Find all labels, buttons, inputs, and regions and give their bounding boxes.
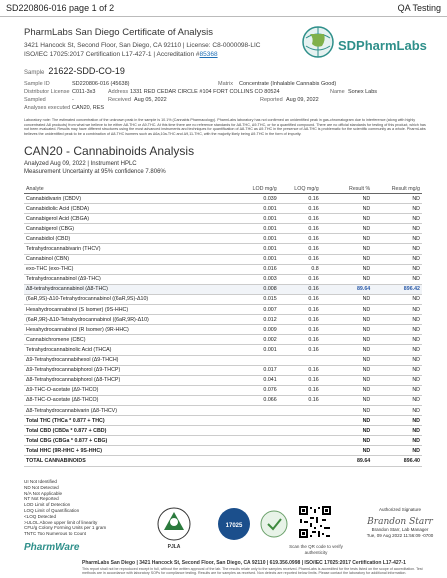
cell-lod: 0.076	[237, 385, 279, 395]
cell-result-mg: ND	[372, 315, 422, 325]
cell-result-mg: ND	[372, 294, 422, 304]
matrix-value: Concentrate (Inhalable Cannabis Good)	[239, 81, 337, 87]
cell-result-mg: ND	[372, 224, 422, 234]
cell-result-mg: ND	[372, 234, 422, 244]
table-row	[24, 355, 422, 365]
table-row	[24, 315, 422, 325]
cell-lod: 0.001	[237, 234, 279, 244]
cell-result-mg: ND	[372, 395, 422, 405]
cell-analyte: (6aR,9S)-Δ10-Tetrahydrocannabinol ((6aR,9S)-Δ10)	[24, 294, 237, 304]
cell-result-pct: ND	[321, 264, 373, 274]
table-row	[24, 375, 422, 385]
cell-lod	[237, 436, 279, 446]
uncertainty-line: Measurement Uncertainty at 95% confidence 7.806%	[24, 169, 166, 175]
cell-loq: 0.16	[279, 194, 321, 204]
cell-lod: 0.007	[237, 305, 279, 315]
cell-lod: 0.001	[237, 214, 279, 224]
table-row	[24, 194, 422, 204]
cell-loq	[279, 355, 321, 365]
cell-loq: 0.16	[279, 385, 321, 395]
iso-17025-badge-icon	[218, 508, 250, 540]
cell-result-mg: ND	[372, 385, 422, 395]
lab-address: 3421 Hancock St, Second Floor, San Diego, CA 92110 | License: C8-0000098-LIC	[24, 42, 261, 49]
table-row	[24, 416, 422, 426]
cell-result-pct: ND	[321, 305, 373, 315]
analyzed-line: Analyzed Aug 09, 2022 | Instrument HPLC	[24, 161, 137, 167]
cell-result-mg: 896.42	[372, 284, 422, 294]
cell-analyte: Hexahydrocannabinol (S Isomer) (9S-HHC)	[24, 305, 237, 315]
sampled-label: Sampled	[24, 97, 46, 103]
table-row	[24, 214, 422, 224]
signature-date: Tue, 09 Aug 2022 11:56:09 -0700	[366, 533, 434, 538]
cell-result-pct: ND	[321, 436, 373, 446]
sample-id-value: SD220806-016 (45638)	[72, 81, 130, 87]
cell-result-pct: ND	[321, 294, 373, 304]
cell-loq: 0.16	[279, 214, 321, 224]
svg-text:17025: 17025	[225, 523, 243, 529]
cell-result-mg: ND	[372, 264, 422, 274]
cell-result-pct: ND	[321, 446, 373, 456]
cell-analyte: Δ9-THC-O-acetate (Δ9-THCO)	[24, 385, 237, 395]
table-row	[24, 436, 422, 446]
table-row	[24, 274, 422, 284]
legend-item: NT Not Reported	[24, 496, 59, 502]
cell-loq: 0.16	[279, 395, 321, 405]
cell-loq: 0.16	[279, 365, 321, 375]
abbreviation-legend	[24, 479, 106, 537]
sdpharmlabs-logo	[300, 22, 430, 62]
cell-result-pct: ND	[321, 416, 373, 426]
address-label: Address	[108, 89, 129, 95]
cell-result-pct: ND	[321, 214, 373, 224]
table-row	[24, 325, 422, 335]
cell-loq: 0.8	[279, 264, 321, 274]
cell-result-mg: 896.40	[372, 456, 422, 466]
analyses-label: Analyses executed	[24, 105, 71, 111]
signature-block	[360, 507, 440, 539]
laboratory-note: Laboratory note: The estimated concentration of the unknown peak in the sample is 10.1% (Cannabis Pharmacology). PharmLabs laboratory has not confirmed an unidentified peak in gas-chromatogram due to interference (along with highly concentrated Δ8 products) from what we believe to be either Δ8-THC or Δ9-THC. At this time there are no reference standards for Δ8-THC, Δ9-THC, or for a quantified compound. There are no official standards for testing of this product, which has not been evaluated. Results may have different structures using the most advanced instruments and techniques for quantification of Δ8-THC as Δ9-THC in the presence of Δ8-THC is problematic for the scientific community as a whole. PharmLabs believes the unidentified peak to be a combination of Δ8-THC isomers such as Δ6a,10a-THC and Δ9,11-THC, with the majority likely being Δ9-THC in the form of impurity.	[24, 118, 426, 136]
cell-result-pct: 89.64	[321, 284, 373, 294]
table-row	[24, 456, 422, 466]
cell-lod	[237, 416, 279, 426]
cell-lod	[237, 446, 279, 456]
cell-result-mg: ND	[372, 194, 422, 204]
accreditation-link[interactable]: 85368	[199, 50, 218, 58]
col-result-pct: Result %	[321, 176, 373, 194]
accreditation-seal-icon	[261, 511, 287, 537]
cell-lod: 0.002	[237, 335, 279, 345]
table-row	[24, 305, 422, 315]
cell-lod: 0.009	[237, 325, 279, 335]
cell-loq: 0.16	[279, 254, 321, 264]
section-title: CAN20 - Cannabinoids Analysis	[24, 144, 195, 158]
cell-loq: 0.16	[279, 315, 321, 325]
cell-result-mg: ND	[372, 416, 422, 426]
cell-loq: 0.16	[279, 234, 321, 244]
cell-result-pct: ND	[321, 244, 373, 254]
cell-result-mg: ND	[372, 254, 422, 264]
cell-result-mg: ND	[372, 365, 422, 375]
cell-result-pct: ND	[321, 325, 373, 335]
cell-loq: 0.16	[279, 345, 321, 355]
pharmware-logo: PharmWare	[24, 542, 80, 553]
cell-lod	[237, 405, 279, 415]
cell-loq: 0.16	[279, 294, 321, 304]
cell-loq: 0.16	[279, 204, 321, 214]
cell-lod: 0.012	[237, 315, 279, 325]
cell-analyte: Cannabidivarin (CBDV)	[24, 194, 237, 204]
cell-result-mg: ND	[372, 335, 422, 345]
pjla-logo-icon	[158, 508, 190, 550]
table-row	[24, 224, 422, 234]
cell-analyte: Δ8-Tetrahydrocannabiphorol (Δ8-THCP)	[24, 375, 237, 385]
cell-loq: 0.16	[279, 375, 321, 385]
cell-analyte: (6aR,9R)-Δ10-Tetrahydrocannabinol ((6aR,9R)-Δ10)	[24, 315, 237, 325]
cell-result-mg: ND	[372, 355, 422, 365]
accreditation-line	[24, 51, 260, 60]
cell-result-pct: ND	[321, 204, 373, 214]
sample-id: 21622-SDD-CO-19	[48, 66, 125, 76]
cell-analyte: Δ9-Tetrahydrocannabihexol (Δ9-THCH)	[24, 355, 237, 365]
table-row	[24, 234, 422, 244]
cell-loq: 0.16	[279, 325, 321, 335]
cell-analyte: exo-THC (exo-THC)	[24, 264, 237, 274]
cell-result-mg: ND	[372, 325, 422, 335]
qr-code-icon[interactable]	[298, 505, 332, 539]
sample-meta	[24, 81, 424, 113]
signature-label: Authorized Signature	[378, 507, 422, 512]
name-value: Sonex Labs	[348, 89, 378, 95]
table-row	[24, 204, 422, 214]
legend-item: ND Not Detected	[24, 484, 59, 490]
distributor-label: Distributor License	[24, 89, 70, 95]
footer-address: PharmLabs San Diego | 3421 Hancock St, Second Floor, San Diego, CA 92110 | 619.356.0998 | ISO/IEC 17025:2017 Certification L17-427-1	[82, 560, 406, 566]
legend-item: LOD Limit of Detection	[24, 502, 71, 508]
cell-result-pct: ND	[321, 375, 373, 385]
cell-result-mg: ND	[372, 375, 422, 385]
cell-loq	[279, 426, 321, 436]
cell-analyte: Tetrahydrocannabivarin (THCV)	[24, 244, 237, 254]
results-table	[24, 176, 422, 467]
qr-caption: Scan the QR code to verify authenticity	[289, 544, 343, 555]
legend-item: UI Not Identified	[24, 479, 57, 484]
cell-result-pct: ND	[321, 365, 373, 375]
cell-analyte: Cannabigerol (CBG)	[24, 224, 237, 234]
cell-loq	[279, 456, 321, 466]
table-row	[24, 254, 422, 264]
top-bar	[0, 0, 447, 17]
cell-result-pct: ND	[321, 194, 373, 204]
cell-loq: 0.16	[279, 335, 321, 345]
qa-label: QA Testing	[397, 3, 441, 13]
reported-value: Aug 09, 2022	[286, 97, 319, 103]
document-id: SD220806-016 page 1 of 2	[6, 3, 115, 13]
name-label: Name	[330, 89, 345, 95]
col-analyte: Analyte	[24, 176, 237, 194]
cell-result-pct: ND	[321, 345, 373, 355]
cell-result-pct: ND	[321, 224, 373, 234]
cell-lod: 0.003	[237, 274, 279, 284]
accreditation-prefix: ISO/IEC 17025:2017 Certification L17-427-1 | Accreditation #	[24, 50, 200, 58]
cell-result-pct: ND	[321, 254, 373, 264]
table-row	[24, 284, 422, 294]
cell-lod: 0.066	[237, 395, 279, 405]
cell-lod: 0.016	[237, 264, 279, 274]
certification-logos	[150, 500, 300, 555]
cell-result-pct: ND	[321, 395, 373, 405]
reported-label: Reported	[260, 97, 283, 103]
cell-analyte: Δ8-THC-O-acetate (Δ8-THCO)	[24, 395, 237, 405]
col-result-mg: Result mg/g	[372, 176, 422, 194]
cell-lod: 0.017	[237, 365, 279, 375]
cell-lod: 0.001	[237, 224, 279, 234]
table-row	[24, 345, 422, 355]
cell-analyte: Cannabidiolic Acid (CBDA)	[24, 204, 237, 214]
cell-result-mg: ND	[372, 274, 422, 284]
cell-result-pct: ND	[321, 335, 373, 345]
sample-id-label: Sample ID	[24, 81, 50, 87]
section-subtitle	[24, 160, 166, 176]
legend-item: TNTC Too Numerous to Count	[24, 531, 86, 537]
sample-line	[24, 66, 125, 76]
logo-text: SDPharmLabs	[338, 38, 427, 53]
globe-icon	[300, 24, 336, 60]
lab-title: PharmLabs San Diego Certificate of Analysis	[24, 27, 214, 38]
cell-analyte: Tetrahydrocannabinol (Δ9-THC)	[24, 274, 237, 284]
legend-item: N/A Not Applicable	[24, 490, 63, 496]
cell-lod: 0.008	[237, 284, 279, 294]
col-lod: LOD mg/g	[237, 176, 279, 194]
table-row	[24, 264, 422, 274]
legend-item: >ULOL Above upper limit of linearity	[24, 519, 98, 525]
cell-loq: 0.16	[279, 305, 321, 315]
sampled-value: -	[72, 97, 74, 103]
cell-result-pct: ND	[321, 234, 373, 244]
cell-result-pct: ND	[321, 315, 373, 325]
col-loq: LOQ mg/g	[279, 176, 321, 194]
cell-lod: 0.001	[237, 254, 279, 264]
cell-loq	[279, 436, 321, 446]
cell-loq: 0.16	[279, 244, 321, 254]
table-row	[24, 385, 422, 395]
cell-result-mg: ND	[372, 305, 422, 315]
cell-result-mg: ND	[372, 204, 422, 214]
legend-item: CFU/g Colony Forming Units per 1 gram	[24, 525, 107, 531]
cell-lod: 0.001	[237, 244, 279, 254]
cell-lod	[237, 426, 279, 436]
cell-lod: 0.039	[237, 194, 279, 204]
table-row	[24, 395, 422, 405]
cell-analyte: Cannabigerol Acid (CBGA)	[24, 214, 237, 224]
signature-image: Brandon Starr	[367, 517, 433, 527]
table-row	[24, 365, 422, 375]
received-label: Received	[108, 97, 131, 103]
cell-analyte: Δ8-tetrahydrocannabinol (Δ8-THC)	[24, 284, 237, 294]
cell-loq: 0.16	[279, 284, 321, 294]
distributor-value: C011-3x3	[72, 89, 96, 95]
cell-analyte: Hexahydrocannabinol (R Isomer) (9R-HHC)	[24, 325, 237, 335]
table-row	[24, 294, 422, 304]
cell-analyte: Total HHC (9R-HHC + 9S-HHC)	[24, 446, 237, 456]
cell-analyte: Total THC (THCa * 0.877 + THC)	[24, 416, 237, 426]
cell-result-pct: ND	[321, 274, 373, 284]
table-row	[24, 335, 422, 345]
cell-lod: 0.015	[237, 294, 279, 304]
cell-lod: 0.001	[237, 345, 279, 355]
cell-result-pct: ND	[321, 426, 373, 436]
table-row	[24, 405, 422, 415]
cell-loq	[279, 405, 321, 415]
cell-loq: 0.16	[279, 224, 321, 234]
cell-lod: 0.001	[237, 204, 279, 214]
cell-loq	[279, 416, 321, 426]
lab-address-block	[24, 42, 260, 59]
cell-result-mg: ND	[372, 345, 422, 355]
svg-text:PJLA: PJLA	[167, 544, 181, 550]
analyses-value: CAN20, RES	[72, 105, 105, 111]
signer-name: Brandon Starr, Lab Manager	[371, 527, 429, 532]
cell-analyte: Cannabichromene (CBC)	[24, 335, 237, 345]
sample-label: Sample	[24, 70, 45, 76]
cell-analyte: Cannabidiol (CBD)	[24, 234, 237, 244]
received-value: Aug 05, 2022	[134, 97, 167, 103]
cell-lod: 0.041	[237, 375, 279, 385]
cell-analyte: Δ8-Tetrahydrocannabivarin (Δ8-THCV)	[24, 405, 237, 415]
cell-result-mg: ND	[372, 446, 422, 456]
cell-result-pct: ND	[321, 385, 373, 395]
cell-loq: 0.16	[279, 274, 321, 284]
address-value: 1331 RED CEDAR CIRCLE #104 FORT COLLINS CO 80524	[130, 89, 280, 95]
cell-lod	[237, 456, 279, 466]
cell-loq	[279, 446, 321, 456]
cell-result-mg: ND	[372, 436, 422, 446]
table-row	[24, 446, 422, 456]
cell-analyte: Cannabinol (CBN)	[24, 254, 237, 264]
legend-item: LOQ Limit of Quantification	[24, 507, 80, 513]
cell-analyte: Tetrahydrocannabinolic Acid (THCA)	[24, 345, 237, 355]
legend-item: <LOQ Detected	[24, 513, 57, 519]
cell-analyte: Total CBD (CBDa * 0.877 + CBD)	[24, 426, 237, 436]
cell-result-mg: ND	[372, 405, 422, 415]
cell-result-mg: ND	[372, 426, 422, 436]
table-row	[24, 244, 422, 254]
cell-result-mg: ND	[372, 244, 422, 254]
cell-analyte: Δ9-Tetrahydrocannabiphorol (Δ9-THCP)	[24, 365, 237, 375]
table-row	[24, 426, 422, 436]
cell-result-pct: ND	[321, 355, 373, 365]
cell-analyte: Total CBG (CBGa * 0.877 + CBG)	[24, 436, 237, 446]
cell-result-pct: ND	[321, 405, 373, 415]
cell-result-pct: 89.64	[321, 456, 373, 466]
footer-disclaimer: This report shall not be reproduced except in full, without the written approval of the lab. The results relate only to the samples received. PharmLabs is accredited for the tests listed on the scope of accreditation. Test methods are in accordance with laboratory SOPs for compliance testing. Results are for samples as received. Non detects are reported below limits. Please contact the laboratory for additional information.	[82, 567, 423, 576]
cell-result-mg: ND	[372, 214, 422, 224]
matrix-label: Matrix	[218, 81, 233, 87]
cell-analyte: TOTAL CANNABINOIDS	[24, 456, 237, 466]
cell-lod	[237, 355, 279, 365]
